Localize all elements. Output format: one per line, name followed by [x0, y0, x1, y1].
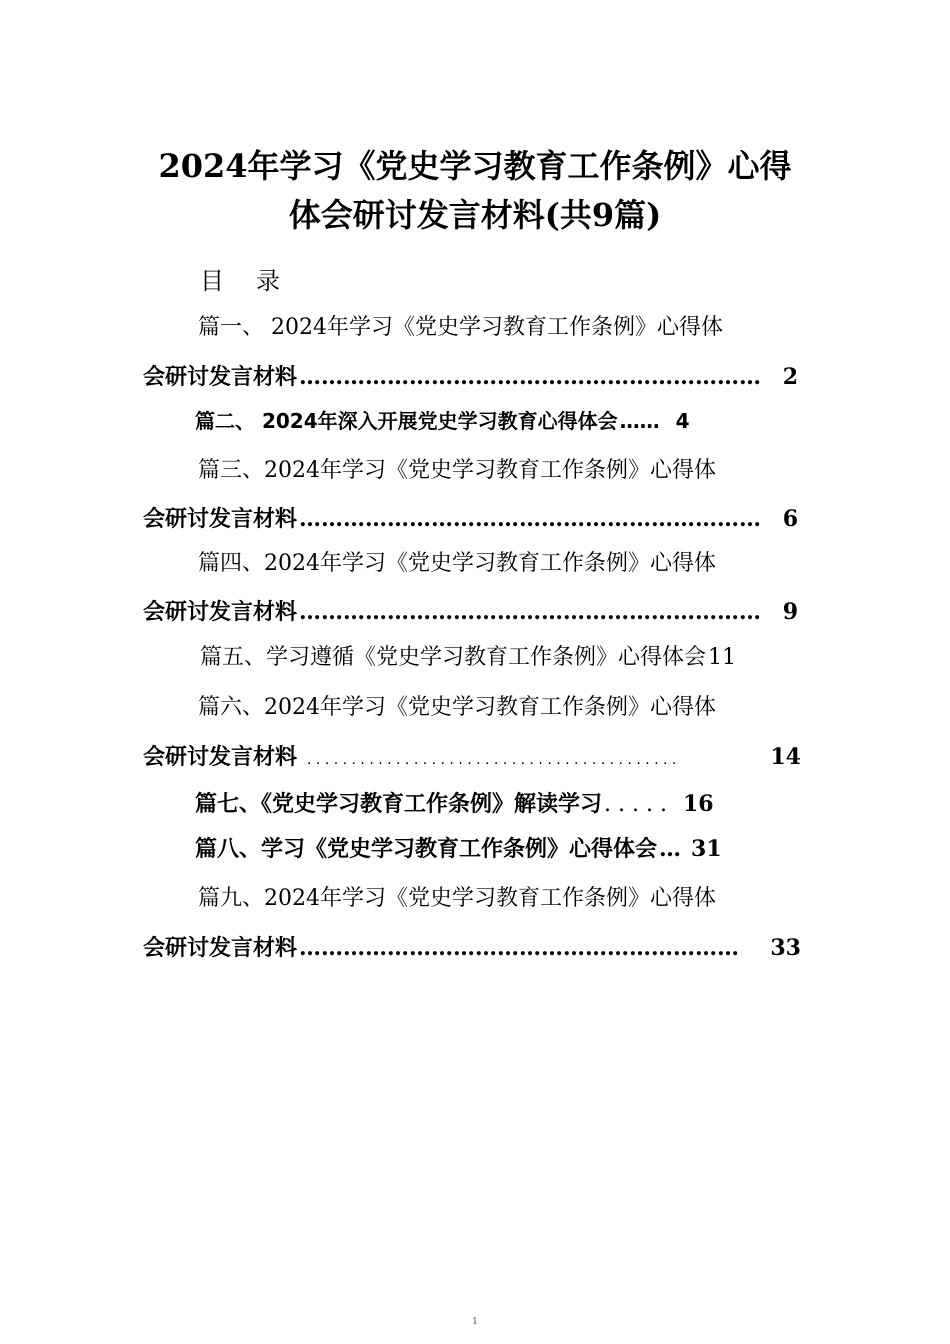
toc-entry-7[interactable] — [195, 789, 801, 820]
toc-entry-9-title-cont: 会研讨发言材料 — [143, 935, 298, 961]
toc-entry-6-title-cont: 会研讨发言材料 — [143, 744, 298, 770]
toc-entry-7-title: 篇七、《党史学习教育工作条例》解读学习 — [195, 791, 603, 817]
toc-entry-5[interactable] — [200, 643, 820, 673]
toc-entry-1-title: 篇一、 2024年学习《党史学习教育工作条例》心得体 — [198, 315, 723, 340]
toc-entry-8-leader: … — [659, 836, 682, 862]
toc-entry-5-page: 11 — [708, 645, 737, 670]
toc-entry-2-leader: …… — [619, 409, 660, 433]
toc-entry-4-line-1[interactable] — [198, 549, 808, 579]
toc-entry-9-line-2[interactable] — [143, 933, 801, 963]
document-title-line-1: 2024年学习《党史学习教育工作条例》心得 — [158, 147, 792, 185]
toc-entry-6-leader: . . . . . . . . . . . . . . . . . . . . . . . . . . . . . . . . . . . . . . . . . . — [307, 752, 677, 768]
toc-entry-4-title: 篇四、2024年学习《党史学习教育工作条例》心得体 — [198, 551, 716, 576]
toc-entry-3-title-cont: 会研讨发言材料 — [143, 506, 298, 532]
toc-heading-char-1: 目 — [200, 267, 224, 295]
toc-entry-9-title: 篇九、2024年学习《党史学习教育工作条例》心得体 — [198, 886, 716, 911]
page-number: 1 — [472, 1317, 478, 1327]
toc-entry-4-title-cont: 会研讨发言材料 — [143, 599, 298, 625]
toc-entry-6-line-1[interactable] — [198, 693, 808, 723]
toc-entry-7-leader: . . . . . — [604, 792, 667, 817]
toc-entry-1-leader: ……………………………………………………… — [299, 364, 762, 390]
toc-entry-8-page: 31 — [691, 836, 722, 862]
toc-entry-8-title: 篇八、学习《党史学习教育工作条例》心得体会 — [195, 836, 658, 862]
toc-entry-3-line-1[interactable] — [198, 456, 808, 486]
toc-entry-9-line-1[interactable] — [198, 884, 808, 914]
toc-entry-7-page: 16 — [682, 791, 714, 817]
toc-entry-1-line-1[interactable] — [198, 313, 808, 343]
toc-entry-6-page: 14 — [770, 744, 801, 770]
toc-entry-6-line-2[interactable] — [143, 742, 801, 775]
toc-entry-3-leader: ……………………………………………………… — [299, 506, 762, 532]
toc-entry-3-title: 篇三、2024年学习《党史学习教育工作条例》心得体 — [198, 458, 716, 483]
toc-entry-4-line-2[interactable] — [143, 597, 798, 627]
toc-entry-9-leader: …………………………………………………… — [299, 935, 740, 961]
toc-entry-2[interactable] — [195, 406, 798, 436]
toc-entry-4-page: 9 — [782, 599, 798, 625]
toc-entry-2-title: 篇二、 2024年深入开展党史学习教育心得体会 — [195, 409, 618, 433]
toc-entry-3-line-2[interactable] — [143, 504, 798, 534]
toc-entry-5-title: 篇五、学习遵循《党史学习教育工作条例》心得体会 — [200, 645, 707, 670]
toc-heading-char-2: 录 — [256, 267, 280, 295]
toc-entry-8[interactable] — [195, 834, 801, 864]
toc-entry-4-leader: ……………………………………………………… — [299, 599, 762, 625]
toc-entry-1-line-2[interactable] — [143, 362, 798, 392]
toc-entry-2-page: 4 — [675, 409, 690, 433]
document-title-line-2: 体会研讨发言材料(共9篇) — [288, 196, 662, 234]
toc-entry-1-title-cont: 会研讨发言材料 — [143, 364, 298, 390]
toc-heading — [200, 265, 280, 297]
toc-entry-1-page: 2 — [782, 364, 798, 390]
toc-entry-9-page: 33 — [770, 935, 801, 961]
toc-entry-3-page: 6 — [782, 506, 798, 532]
toc-entry-6-title: 篇六、2024年学习《党史学习教育工作条例》心得体 — [198, 695, 716, 720]
